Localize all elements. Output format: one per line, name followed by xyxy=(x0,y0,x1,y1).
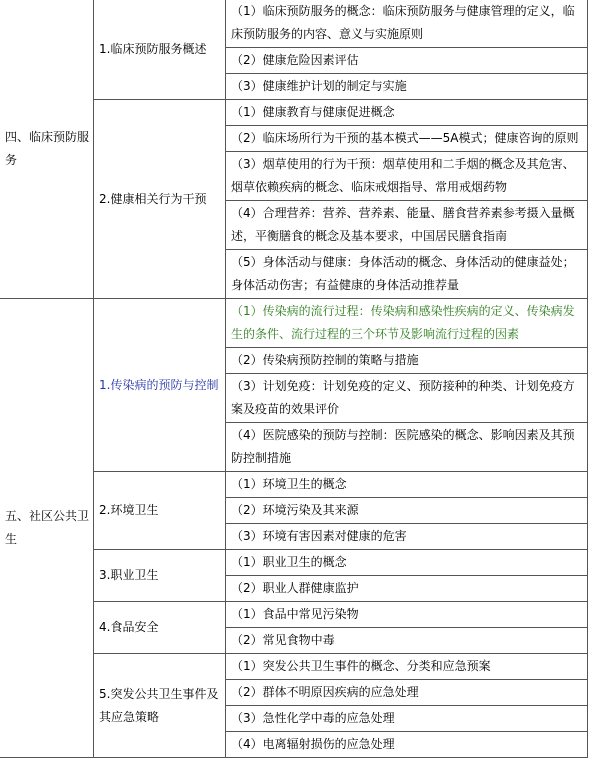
unit-cell: 四、临床预防服务 xyxy=(0,0,94,299)
topic-cell: 1.临床预防服务概述 xyxy=(94,0,226,100)
point-cell: （1）传染病的流行过程：传染病和感染性疾病的定义、传染病发生的条件、流行过程的三个环节及影响流行过程的因素 xyxy=(226,299,588,348)
point-cell: （2）环境污染及其来源 xyxy=(226,498,588,524)
point-cell: （1）食品中常见污染物 xyxy=(226,602,588,628)
point-cell: （1）职业卫生的概念 xyxy=(226,550,588,576)
point-cell: （2）群体不明原因疾病的应急处理 xyxy=(226,680,588,706)
topic-cell: 3.职业卫生 xyxy=(94,550,226,602)
point-cell: （2）职业人群健康监护 xyxy=(226,576,588,602)
unit-cell: 五、社区公共卫生 xyxy=(0,299,94,758)
point-cell: （4）合理营养：营养、营养素、能量、膳食营养素参考摄入量概述，平衡膳食的概念及基本要求，中国居民膳食指南 xyxy=(226,201,588,250)
point-cell: （2）传染病预防控制的策略与措施 xyxy=(226,348,588,374)
point-cell: （4）医院感染的预防与控制：医院感染的概念、影响因素及其预防控制措施 xyxy=(226,423,588,472)
point-cell: （1）健康教育与健康促进概念 xyxy=(226,100,588,126)
point-cell: （3）急性化学中毒的应急处理 xyxy=(226,706,588,732)
point-cell: （3）健康维护计划的制定与实施 xyxy=(226,74,588,100)
point-cell: （2）临床场所行为干预的基本模式——5A模式；健康咨询的原则 xyxy=(226,126,588,152)
point-cell: （3）环境有害因素对健康的危害 xyxy=(226,524,588,550)
point-cell: （4）电离辐射损伤的应急处理 xyxy=(226,732,588,758)
table-row xyxy=(0,0,588,48)
point-cell: （3）烟草使用的行为干预：烟草使用和二手烟的概念及其危害、烟草依赖疾病的概念、临床戒烟指导、常用戒烟药物 xyxy=(226,152,588,201)
topic-cell: 5.突发公共卫生事件及其应急策略 xyxy=(94,654,226,758)
topic-cell: 2.环境卫生 xyxy=(94,472,226,550)
topic-cell: 4.食品安全 xyxy=(94,602,226,654)
point-cell: （2）健康危险因素评估 xyxy=(226,48,588,74)
topic-cell xyxy=(94,299,226,472)
point-cell: （5）身体活动与健康：身体活动的概念、身体活动的健康益处；身体活动伤害；有益健康的身体活动推荐量 xyxy=(226,250,588,299)
point-cell: （3）计划免疫：计划免疫的定义、预防接种的种类、计划免疫方案及疫苗的效果评价 xyxy=(226,374,588,423)
point-cell: （1）突发公共卫生事件的概念、分类和应急预案 xyxy=(226,654,588,680)
table-row xyxy=(0,299,588,348)
point-cell: （1）临床预防服务的概念：临床预防服务与健康管理的定义，临床预防服务的内容、意义与实施原则 xyxy=(226,0,588,48)
point-cell: （2）常见食物中毒 xyxy=(226,628,588,654)
point-cell: （1）环境卫生的概念 xyxy=(226,472,588,498)
topic-cell: 2.健康相关行为干预 xyxy=(94,100,226,299)
topic-cell-text: 1.传染病的预防与控制 xyxy=(99,377,219,392)
